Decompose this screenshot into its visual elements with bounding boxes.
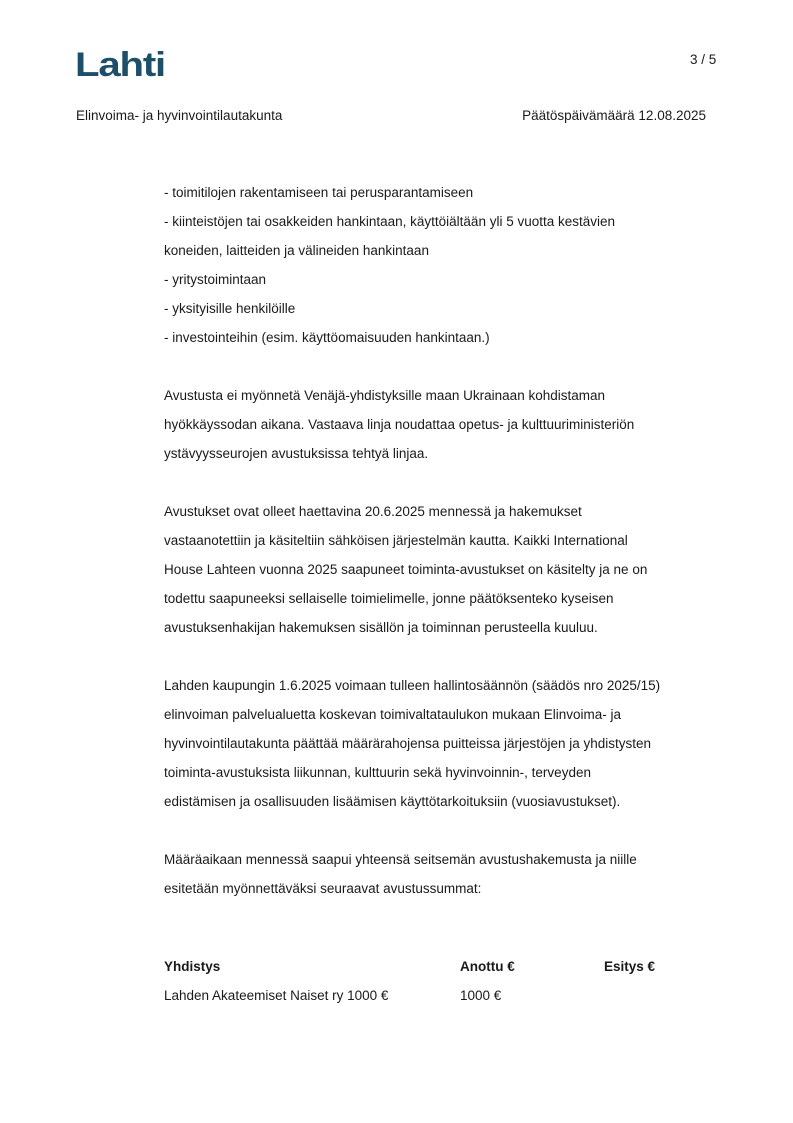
paragraph-line: avustuksenhakijan hakemuksen sisällön ja toiminnan perusteella kuuluu. — [164, 620, 598, 635]
column-header-requested: Anottu € — [460, 959, 515, 974]
list-line: - kiinteistöjen tai osakkeiden hankintaan, käyttöiältään yli 5 vuotta kestävien — [164, 214, 616, 229]
table-header-row — [164, 952, 724, 981]
list-line: - investointeihin (esim. käyttöomaisuuden hankintaan.) — [164, 330, 490, 345]
list-line: koneiden, laitteiden ja välineiden hankintaan — [164, 243, 429, 258]
paragraph-line: toiminta-avustuksista liikunnan, kulttuurin sekä hyvinvoinnin-, terveyden — [164, 765, 591, 780]
paragraph-line: House Lahteen vuonna 2025 saapuneet toiminta-avustukset on käsitelty ja ne on — [164, 562, 648, 577]
grant-table — [164, 952, 724, 1010]
paragraph-line: edistämisen ja osallisuuden lisäämisen käyttötarkoituksiin (vuosiavustukset). — [164, 794, 621, 809]
paragraph-line: Määräaikaan mennessä saapui yhteensä seitsemän avustushakemusta ja niille — [164, 852, 637, 867]
list-line: - toimitilojen rakentamiseen tai perusparantamiseen — [164, 185, 474, 200]
list-line: - yksityisille henkilöille — [164, 301, 296, 316]
organization-name: Elinvoima- ja hyvinvointilautakunta — [76, 108, 283, 123]
paragraph-line: Avustukset ovat olleet haettavina 20.6.2025 mennessä ja hakemukset — [164, 504, 582, 519]
paragraph-russia-policy — [164, 381, 724, 468]
column-header-proposed: Esitys € — [604, 959, 656, 974]
column-header-association: Yhdistys — [164, 959, 221, 974]
logo-text: Lahti — [75, 46, 165, 82]
page-number: 3 / 5 — [690, 52, 717, 67]
paragraph-authority — [164, 671, 724, 816]
paragraph-line: ystävyysseurojen avustuksissa tehtyä linjaa. — [164, 446, 429, 461]
paragraph-line: Avustusta ei myönnetä Venäjä-yhdistyksille maan Ukrainaan kohdistaman — [164, 388, 605, 403]
table-cell — [604, 981, 724, 1010]
paragraph-line: todettu saapuneeksi sellaiselle toimielimelle, jonne päätöksenteko kyseisen — [164, 591, 614, 606]
paragraph-line: elinvoiman palvelualuetta koskevan toimivaltataulukon mukaan Elinvoima- ja — [164, 707, 621, 722]
table-cell: Lahden Akateemiset Naiset ry 1000 € — [164, 988, 389, 1003]
paragraph-application-process — [164, 497, 724, 642]
list-line: - yritystoimintaan — [164, 272, 267, 287]
paragraph-line: vastaanotettiin ja käsiteltiin sähköisen järjestelmän kautta. Kaikki International — [164, 533, 628, 548]
lahti-logo — [75, 46, 167, 82]
paragraph-line: Lahden kaupungin 1.6.2025 voimaan tulleen hallintosäännön (säädös nro 2025/15) — [164, 678, 661, 693]
paragraph-line: hyökkäyssodan aikana. Vastaava linja noudattaa opetus- ja kulttuuriministeriön — [164, 417, 635, 432]
document-body — [164, 178, 724, 903]
decision-date: Päätöspäivämäärä 12.08.2025 — [522, 108, 706, 123]
paragraph-line: esitetään myönnettäväksi seuraavat avustussummat: — [164, 881, 482, 896]
exclusion-list — [164, 178, 724, 352]
paragraph-line: hyvinvointilautakunta päättää määrärahojensa puitteissa järjestöjen ja yhdistysten — [164, 736, 652, 751]
table-row — [164, 981, 724, 1010]
paragraph-applications-received — [164, 845, 724, 903]
table-cell: 1000 € — [460, 988, 502, 1003]
